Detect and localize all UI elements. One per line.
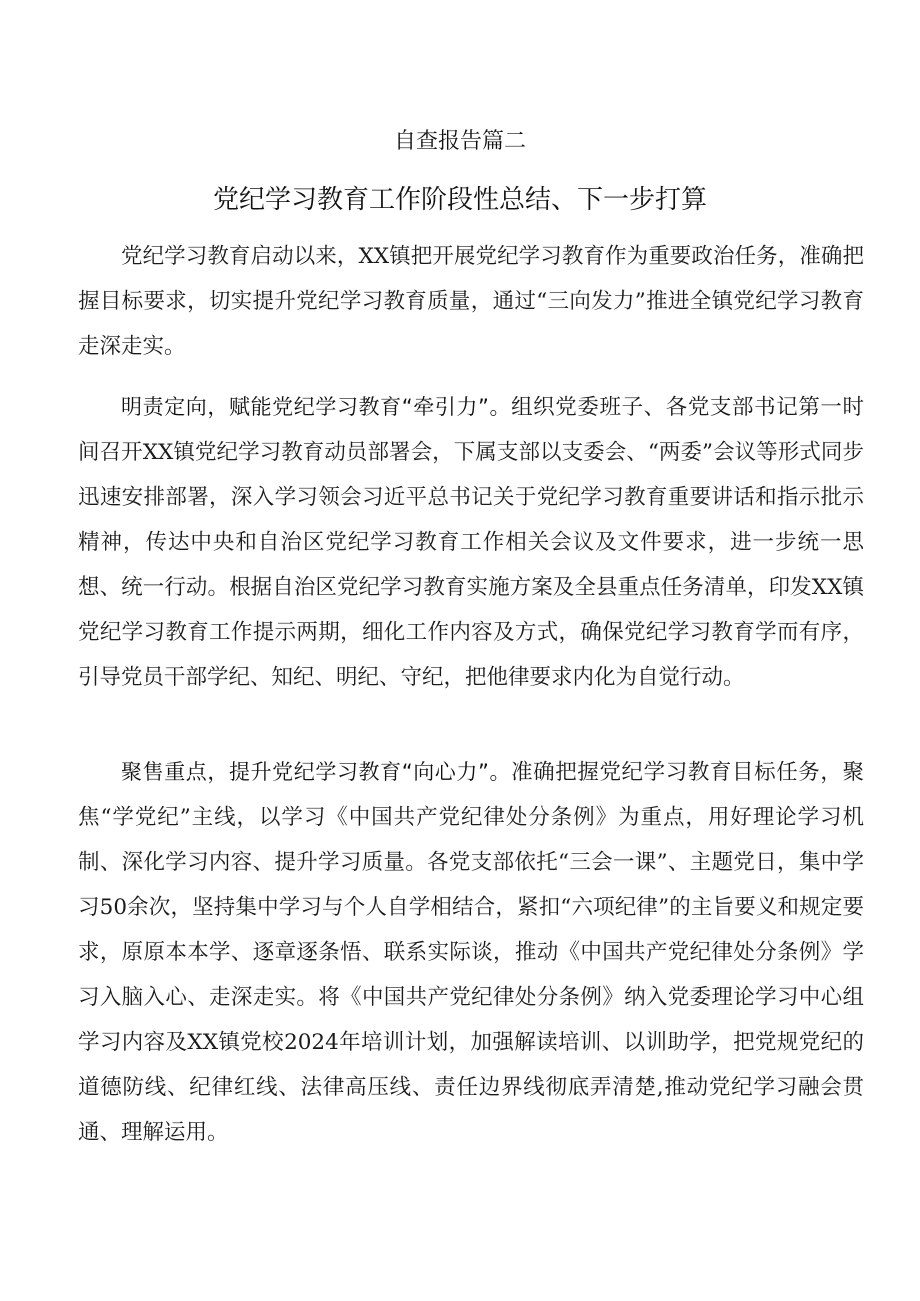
paragraph-section-2	[78, 750, 864, 1155]
section-1-text: 组织党委班子、各党支部书记第一时间召开XX镇党纪学习教育动员部署会，下属支部以支委会、“两委”会议等形式同步迅速安排部署，深入学习领会习近平总书记关于党纪学习教育重要讲话和指示批示精神，传达中央和自治区党纪学习教育工作相关会议及文件要求，进一步统一思想、统一行动。根据自治区党纪学习教育实施方案及全县重点任务清单，印发XX镇党纪学习教育工作提示两期，细化工作内容及方式，确保党纪学习教育学而有序，引导党员干部学纪、知纪、明纪、守纪，把他律要求内化为自觉行动。	[78, 395, 864, 690]
document-heading: 自查报告篇二	[393, 129, 526, 154]
section-2-lead: 聚售重点，提升党纪学习教育“向心力”。	[121, 760, 512, 784]
paragraph-intro	[78, 234, 864, 369]
section-1-lead: 明责定向，赋能党纪学习教育“牵引力”。	[121, 395, 512, 419]
section-2-text: 准确把握党纪学习教育目标任务，聚焦“学党纪”主线，以学习《中国共产党纪律处分条例》为重点，用好理论学习机制、深化学习内容、提升学习质量。各党支部依托“三会一课”、主题党日，集中学习50余次，坚持集中学习与个人自学相结合，紧扣“六项纪律”的主旨要义和规定要求，原原本本学、逐章逐条悟、联系实际谈，推动《中国共产党纪律处分条例》学习入脑入心、走深走实。将《中国共产党纪律处分条例》纳入党委理论学习中心组学习内容及XX镇党校2024年培训计划，加强解读培训、以训助学，把党规党纪的道德防线、纪律红线、法律高压线、责任边界线彻底弄清楚,推动党纪学习融会贯通、理解运用。	[78, 760, 864, 1145]
paragraph-intro-text: 党纪学习教育启动以来，XX镇把开展党纪学习教育作为重要政治任务，准确把握目标要求，切实提升党纪学习教育质量，通过“三向发力”推进全镇党纪学习教育走深走实。	[78, 244, 864, 359]
document-title: 党纪学习教育工作阶段性总结、下一步打算	[212, 185, 707, 215]
paragraph-section-1	[78, 385, 864, 700]
